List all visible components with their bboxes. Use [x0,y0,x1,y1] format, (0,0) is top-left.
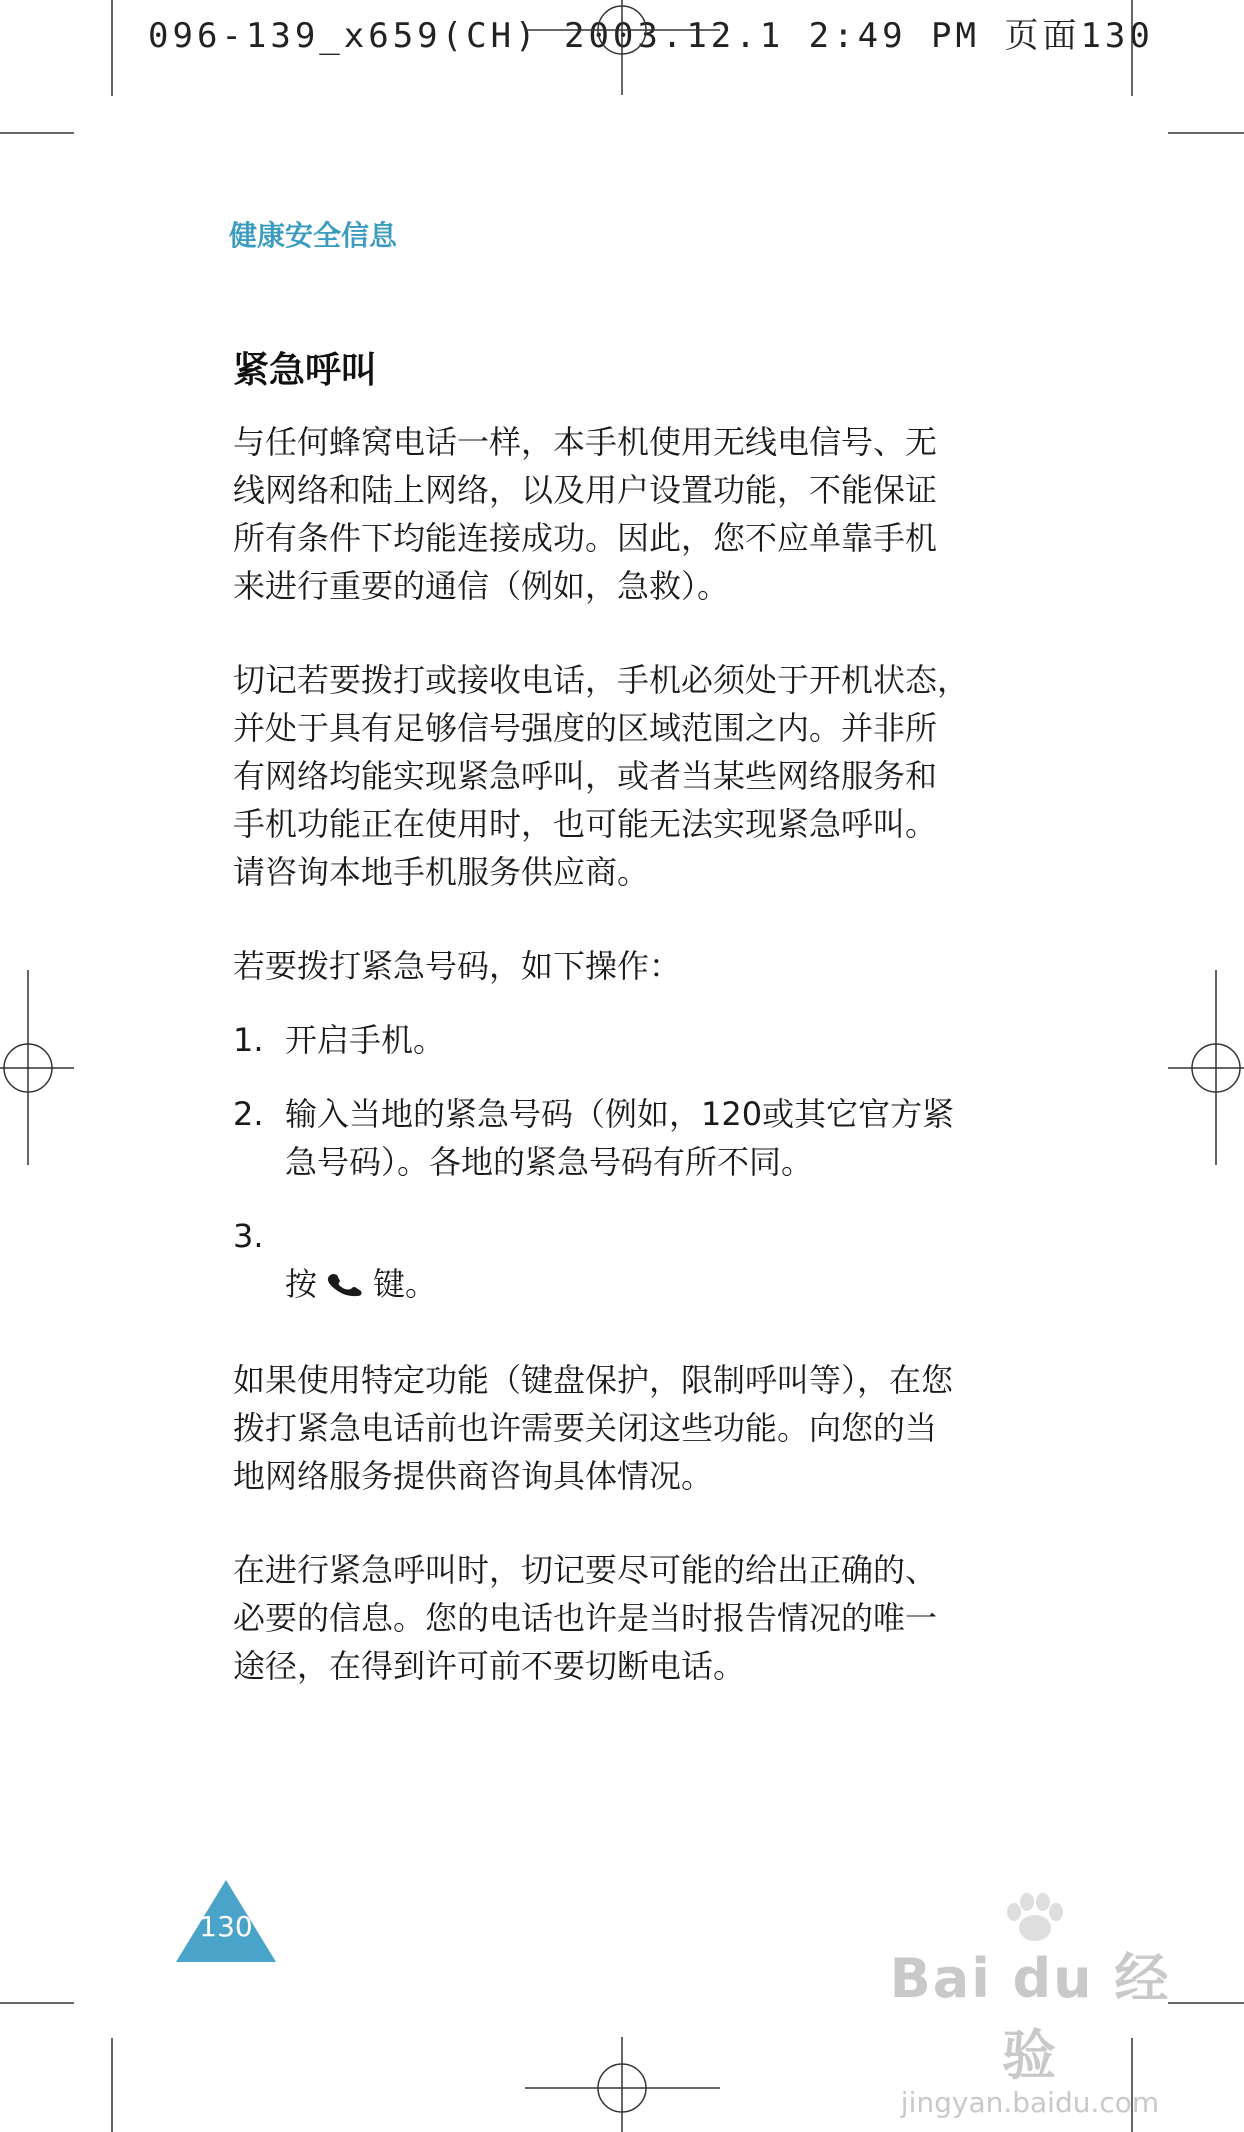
section-header: 健康安全信息 [229,219,398,252]
phone-send-icon [325,1262,365,1310]
page-title: 紧急呼叫 [233,350,378,391]
print-header: 096-139_x659(CH) 2003.12.1 2:49 PM 页面130 [148,16,1154,56]
step-text-after: 键。 [373,1265,438,1303]
watermark-url: jingyan.baidu.com [900,2086,1160,2119]
step-item [233,1016,1013,1064]
paragraph: 如果使用特定功能（键盘保护，限制呼叫等），在您 拨打紧急电话前也许需要关闭这些功能。向您的当 地网络服务提供商咨询具体情况。 [233,1361,954,1495]
step-number: 2. [233,1095,264,1133]
step-item [233,1090,1013,1186]
page-number: 130 [199,1910,253,1943]
step-text: 开启手机。 [285,1021,446,1059]
step-text [285,1212,437,1310]
step-text: 输入当地的紧急号码（例如，120或其它官方紧 急号码）。各地的紧急号码有所不同。 [285,1095,955,1181]
watermark [880,1936,1180,2119]
paragraph: 若要拨打紧急号码，如下操作： [233,947,682,985]
step-number: 1. [233,1021,264,1059]
step-item [233,1212,1013,1310]
watermark-brand: Bai du 经验 [889,1947,1171,2087]
step-number: 3. [233,1217,264,1255]
paragraph: 在进行紧急呼叫时，切记要尽可能的给出正确的、 必要的信息。您的电话也许是当时报告情况的唯一 途径，在得到许可前不要切断电话。 [233,1551,938,1685]
main-content [233,418,1013,1736]
paragraph: 与任何蜂窝电话一样，本手机使用无线电信号、无 线网络和陆上网络，以及用户设置功能，不能保证 所有条件下均能连接成功。因此，您不应单靠手机 来进行重要的通信（例如，急救）。 [233,423,938,605]
paragraph: 切记若要拨打或接收电话，手机必须处于开机状态， 并处于具有足够信号强度的区域范围之内。并非所 有网络均能实现紧急呼叫，或者当某些网络服务和 手机功能正在使用时，也可能无法实现紧急呼叫。 请咨询本地手机服务供应商。 [233,661,970,891]
step-text-before: 按 [285,1265,318,1303]
paw-icon [1000,1892,1070,1944]
